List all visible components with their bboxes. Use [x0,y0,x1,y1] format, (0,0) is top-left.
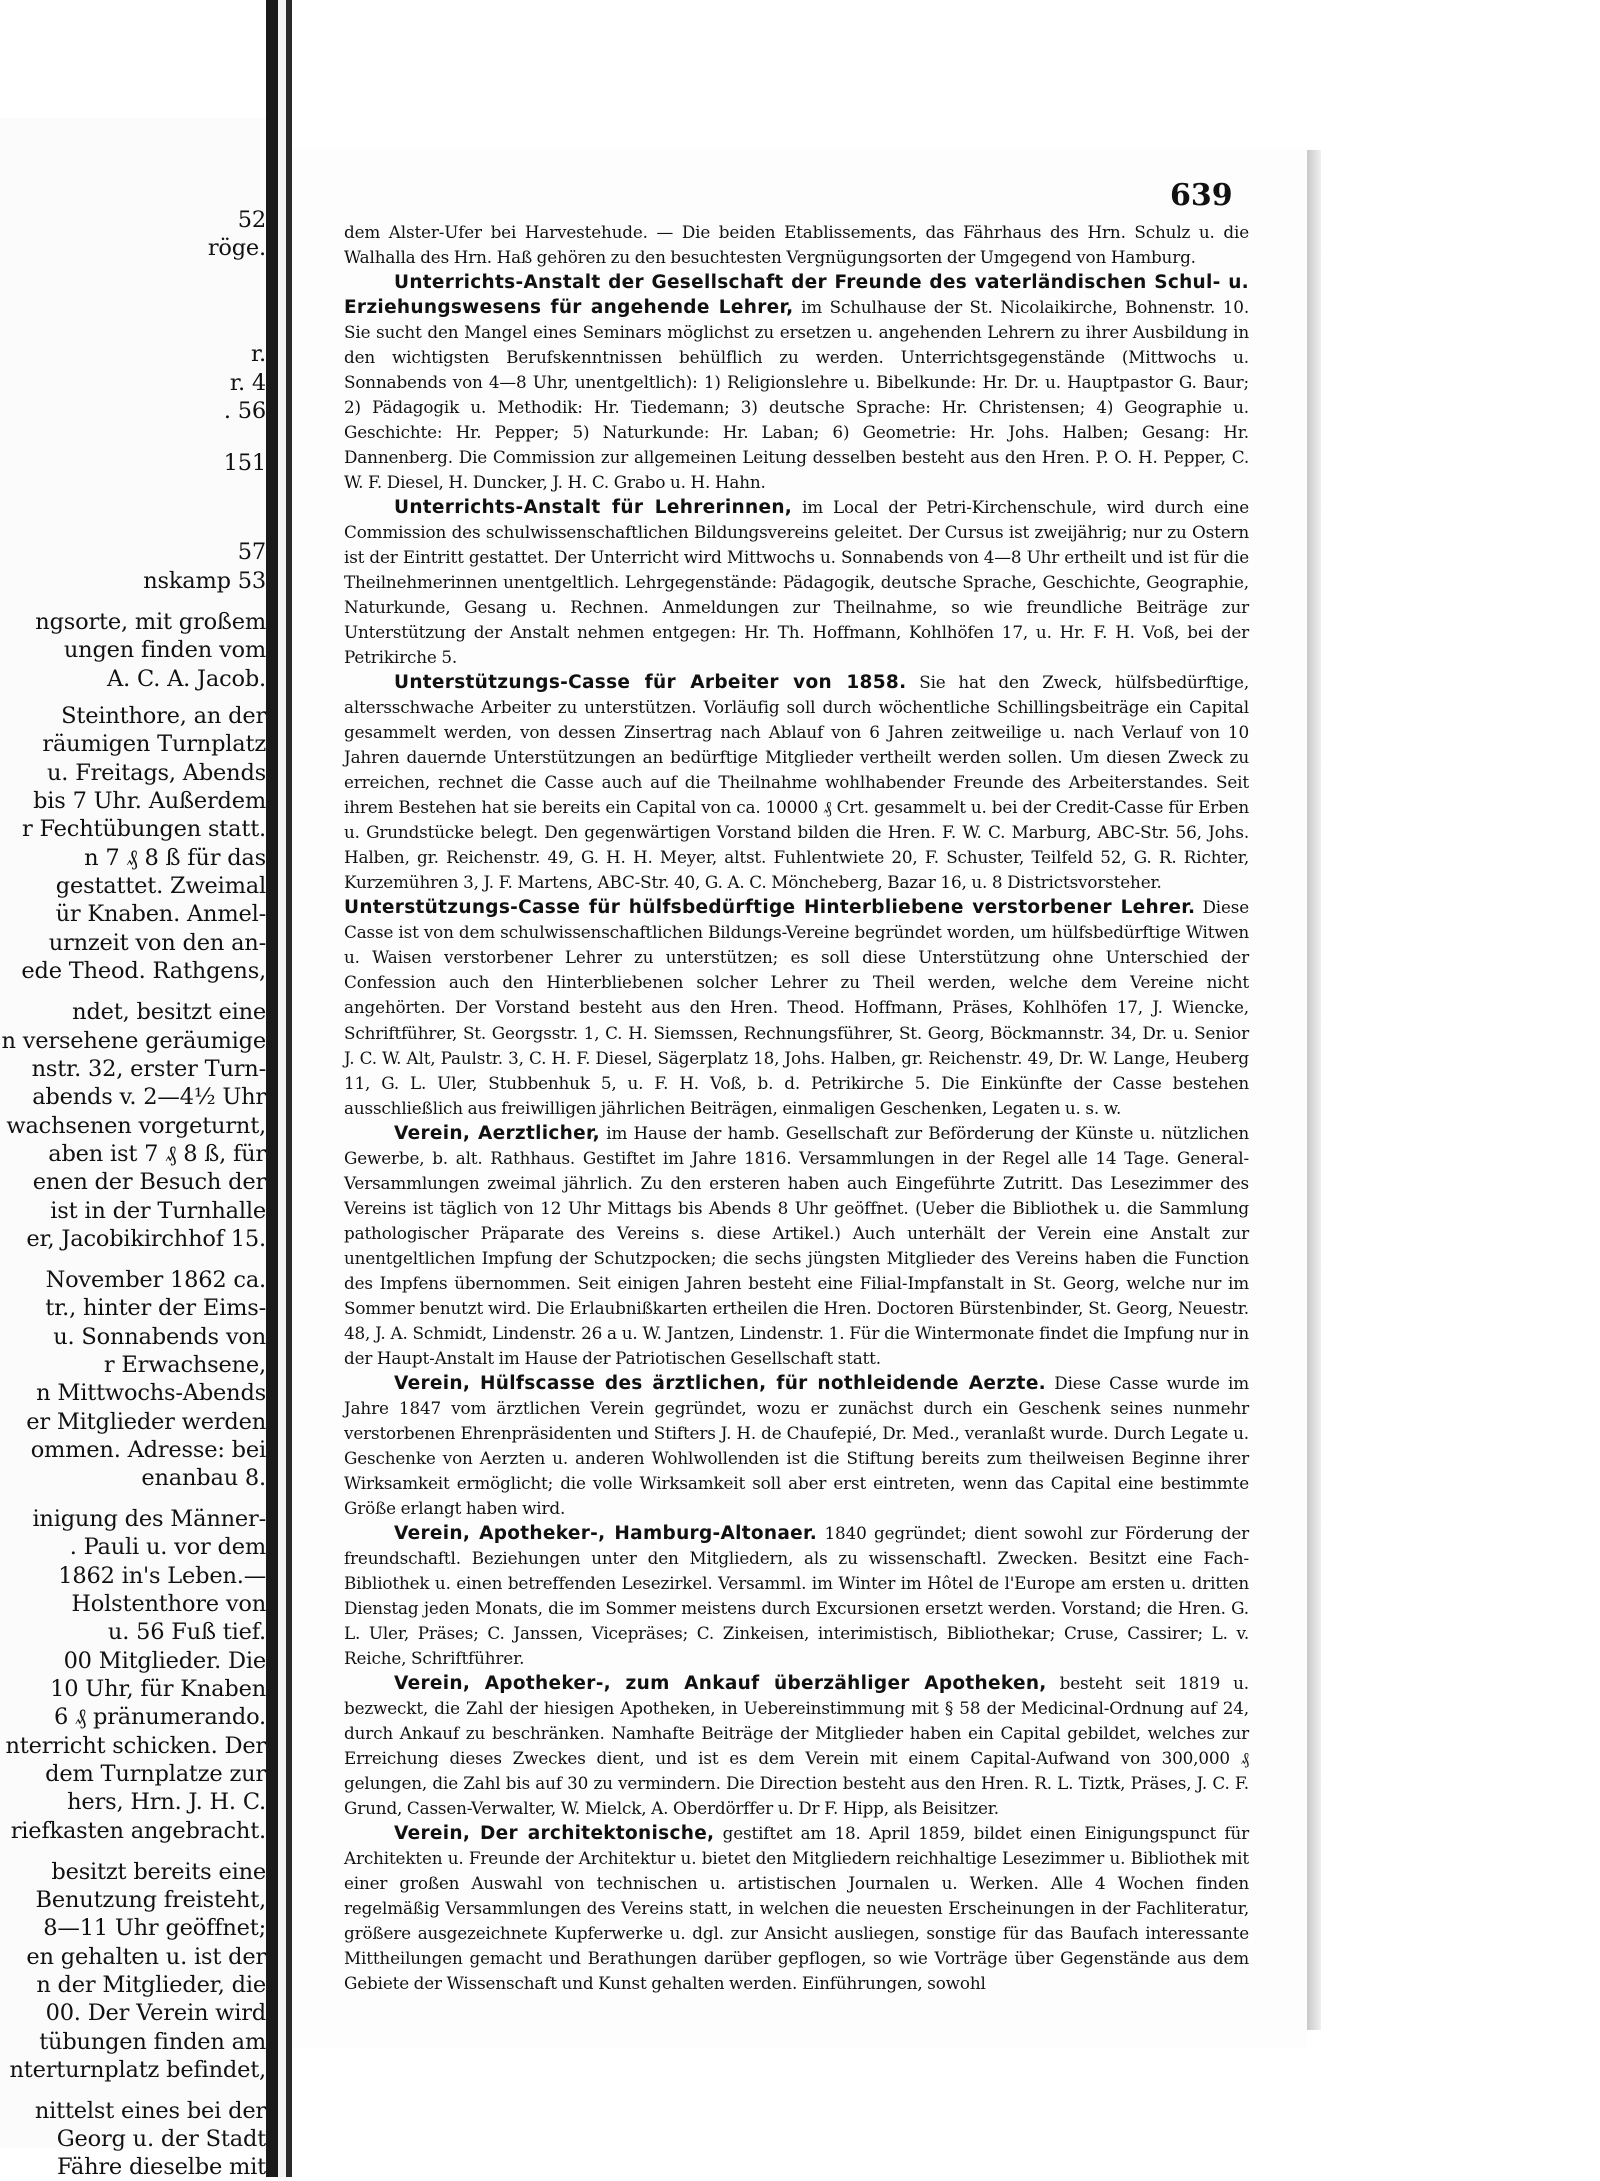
left-page-line: November 1862 ca. [45,1267,266,1293]
left-page-line: tübungen finden am [39,2029,266,2055]
left-page-line: aben ist 7 ₰ 8 ß, für [48,1141,266,1167]
entry-heading: Verein, Aerztlicher, [394,1122,600,1144]
entry-heading: Unterstützungs-Casse für hülfsbedürftige Hinterbliebene verstorbener Lehrer. [344,897,1196,919]
left-page-line: inigung des Männer- [32,1506,266,1532]
directory-entry [344,1821,1249,1996]
left-page-line: gestattet. Zweimal [55,873,266,899]
entry-body: dem Alster-Ufer bei Harvestehude. — Die beiden Etablissements, das Fährhaus des Hrn. Schulz u. die Walhalla des Hrn. Haß gehören zu den besuchtesten Vergnügungsorten der Umgegend von Hamburg. [344,222,1249,268]
left-page-line: A. C. A. Jacob. [107,666,266,692]
left-page-line: ür Knaben. Anmel- [55,901,266,927]
entry-heading: Verein, Hülfscasse des ärztlichen, für nothleidende Aerzte. [394,1372,1046,1394]
left-page-line: r Erwachsene, [103,1352,266,1378]
entry-body: Diese Casse wurde im Jahre 1847 vom ärztlichen Verein gegründet, wozu er zunächst durch ein Geschenk seines nunmehr verstorbenen Ehrenpräsidenten und Stifters J. H. de Chaufepié, Dr. Med., veranlaßt wurde. Durch Legate u. Geschenke von Aerzten u. anderen Wohlwollenden ist die Stiftung bereits zum theilweisen Beginne ihrer Wirksamkeit ermöglicht; die volle Wirksamkeit soll aber erst eintreten, wenn das Capital eine bestimmte Größe erlangt haben wird. [344,1372,1249,1518]
left-page-line: n 7 ₰ 8 ß für das [84,845,266,871]
left-page-line: 8—11 Uhr geöffnet; [43,1915,266,1941]
left-page-line: n Mittwochs-Abends [36,1380,266,1406]
book-gutter-shadow [266,0,278,2177]
left-page-line: nskamp 53 [143,568,266,594]
directory-entry [344,270,1249,495]
main-text-column [344,220,1249,1996]
directory-entry [344,495,1249,670]
left-page-line: Holstenthore von [71,1591,266,1617]
left-page-line: enen der Besuch der [32,1169,266,1195]
left-page-line: 10 Uhr, für Knaben [50,1676,266,1702]
left-page-fragment [0,118,266,2180]
left-page-line: r Fechtübungen statt. [21,816,266,842]
left-page-line: abends v. 2—4½ Uhr [32,1084,266,1110]
entry-heading: Unterrichts-Anstalt für Lehrerinnen, [394,497,793,519]
left-page-line: Georg u. der Stadt [56,2126,266,2152]
left-page-line: er, Jacobikirchhof 15. [26,1226,266,1252]
page-number: 639 [1170,178,1233,213]
entry-body: im Local der Petri-Kirchenschule, wird durch eine Commission des schulwissenschaftlichen Bildungsvereins geleitet. Der Cursus ist zweijährig; nur zu Ostern ist der Eintritt gestattet. Der Unterricht wird Mittwochs u. Sonnabends von 4—8 Uhr ertheilt und ist für die Theilnehmerinnen unentgeltlich. Lehrgegenstände: Pädagogik, deutsche Sprache, Geschichte, Geographie, Naturkunde, Gesang u. Rechnen. Anmeldungen zur Theilnahme, so wie freundliche Beiträge zur Unterstützung der Anstalt nehmen entgegen: Hr. Th. Hoffmann, Kohlhöfen 17, u. Hr. F. H. Voß, bei der Petrikirche 5. [344,497,1250,668]
left-page-line: tr., hinter der Eims- [45,1295,266,1321]
left-page-line: . 56 [223,398,266,424]
entry-body: Diese Casse ist von dem schulwissenschaftlichen Bildungs-Vereine begründet worden, um hülfsbedürftige Witwen u. Waisen verstorbener Lehrer zu unterstützen; es soll diese Unterstützung ohne Unterschied der Confession auch den Hinterbliebenen solcher Lehrer zu Theil werden, welche dem Vereine nicht angehörten. Der Vorstand besteht aus den Hren. Theod. Hoffmann, Präses, Kohlhöfen 17, J. Wiencke, Schriftführer, St. Georgsstr. 1, C. H. Siemssen, Rechnungsführer, St. Georg, Böckmannstr. 34, Dr. u. Senior J. C. W. Alt, Paulstr. 3, C. H. F. Diesel, Sägerplatz 18, Johs. Halben, gr. Reichenstr. 49, Dr. W. Lange, Heuberg 11, G. L. Uler, Stubbenhuk 5, u. F. H. Voß, b. d. Petrikirche 5. Die Einkünfte der Casse bestehen ausschließlich aus freiwilligen jährlichen Beiträgen, einmaligen Geschenken, Legaten u. s. w. [344,897,1249,1118]
left-page-line: ndet, besitzt eine [72,999,266,1025]
left-page-line: 00 Mitglieder. Die [63,1648,266,1674]
entry-heading: Verein, Apotheker-, zum Ankauf überzähliger Apotheken, [394,1672,1047,1694]
entry-heading: Verein, Der architektonische, [394,1823,715,1844]
left-page-line: 00. Der Verein wird [45,2000,266,2026]
left-page-line: urnzeit von den an- [48,930,266,956]
left-page-line: wachsenen vorgeturnt, [6,1113,266,1139]
directory-entry [344,1671,1249,1821]
left-page-line: räumigen Turnplatz [42,731,266,757]
entry-body: Sie hat den Zweck, hülfsbedürftige, altersschwache Arbeiter zu unterstützen. Vorläufig soll durch wöchentliche Schillingsbeiträge ein Capital gesammelt werden, von dessen Zinsertrag nach Ablauf von 6 Jahren zeitweilige u. nach Verlauf von 10 Jahren dauernde Unterstützungen an bedürftige Mitglieder vertheilt werden sollen. Um diesen Zweck zu erreichen, rechnet die Casse auch auf die Theilnahme wohlhabender Freunde des Arbeiterstandes. Seit ihrem Bestehen hat sie bereits ein Capital von ca. 10000 ₰ Crt. gesammelt u. bei der Credit-Casse für Erben u. Grundstücke belegt. Den gegenwärtigen Vorstand bilden die Hren. F. W. C. Marburg, ABC-Str. 56, Johs. Halben, gr. Reichenstr. 49, G. H. H. Meyer, altst. Fuhlentwiete 20, F. Schuster, Teilfeld 52, G. R. Richter, Kurzemühren 3, J. F. Martens, ABC-Str. 40, G. A. C. Möncheberg, Bazar 16, u. 8 Districtsvorsteher. [344,672,1250,893]
entry-body: besteht seit 1819 u. bezweckt, die Zahl der hiesigen Apotheken, in Uebereinstimmung mit § 58 der Medicinal-Ordnung auf 24, durch Ankauf zu beschränken. Namhafte Beiträge der Mitglieder haben ein Capital gebildet, welches zur Erreichung dieses Zweckes dient, und ist es dem Verein mit einem Capital-Aufwand von 300,000 ₰ gelungen, die Zahl bis auf 30 zu vermindern. Die Direction besteht aus den Hren. R. L. Tiztk, Präses, J. C. F. Grund, Cassen-Verwalter, W. Mielck, A. Oberdörffer u. Dr F. Hipp, als Beisitzer. [344,1672,1249,1818]
left-page-line: r. 4 [229,370,266,396]
left-page-line: nterricht schicken. Der [5,1733,266,1759]
left-page-line: Benutzung freisteht, [35,1887,266,1913]
left-page-line: r. [250,341,266,367]
directory-entry [344,670,1249,895]
left-page-line: . Pauli u. vor dem [69,1534,266,1560]
left-page-line: nstr. 32, erster Turn- [31,1056,266,1082]
entry-heading: Unterstützungs-Casse für Arbeiter von 1858. [394,672,907,694]
entry-heading: Verein, Apotheker-, Hamburg-Altonaer. [394,1522,818,1544]
directory-entry [344,895,1249,1120]
left-page-line: 151 [223,450,266,476]
left-page-line: u. Freitags, Abends [47,760,266,786]
left-page-line: Steinthore, an der [61,703,266,729]
left-page-line: 57 [237,539,266,565]
left-page-line: 6 ₰ pränumerando. [53,1704,266,1730]
entry-body: im Hause der hamb. Gesellschaft zur Beförderung der Künste u. nützlichen Gewerbe, b. alt. Rathhaus. Gestiftet im Jahre 1816. Versammlungen in der Regel alle 14 Tage. General-Versammlungen zweimal jährlich. Zu den ersteren haben auch Eingeführte Zutritt. Das Lesezimmer des Vereins ist täglich von 12 Uhr Mittags bis Abends 8 Uhr geöffnet. (Ueber die Bibliothek u. die Sammlung pathologischer Präparate des Vereins s. diese Artikel.) Auch unterhält der Verein eine Anstalt zur unentgeltlichen Impfung der Schutzpocken; die sechs jüngsten Mitglieder des Vereins haben die Function des Impfens übernommen. Seit einigen Jahren besteht eine Filial-Impfanstalt in St. Georg, welche nur im Sommer benutzt wird. Die Erlaubnißkarten ertheilen die Hren. Doctoren Bürstenbinder, St. Georg, Neuestr. 48, J. A. Schmidt, Lindenstr. 26 a u. W. Jantzen, Lindenstr. 1. Für die Wintermonate findet die Impfung nur in der Haupt-Anstalt im Hause der Patriotischen Gesellschaft statt. [344,1122,1249,1368]
book-gutter-gap [278,0,286,2177]
left-page-line: u. 56 Fuß tief. [107,1619,266,1645]
left-page-line: ngsorte, mit großem [35,609,266,635]
left-page-line: 52 [237,207,266,233]
directory-entry [344,1121,1249,1371]
left-page-line: hers, Hrn. J. H. C. [67,1789,266,1815]
left-page-line: nittelst eines bei der [34,2098,266,2124]
left-page-line: ist in der Turnhalle [50,1198,266,1224]
left-page-line: Fähre dieselbe mit [56,2154,266,2180]
left-page-line: riefkasten angebracht. [10,1818,266,1844]
entry-body: gestiftet am 18. April 1859, bildet einen Einigungspunct für Architekten u. Freunde der Architektur u. bietet den Mitgliedern reichhaltige Lesezimmer u. Bibliothek mit einer großen Auswahl von technischen u. artistischen Journalen u. Werken. Alle 4 Wochen finden regelmäßig Versammlungen des Vereins statt, in welchen die neuesten Erscheinungen in der Fachliteratur, größere ausgezeichnete Kupferwerke u. dgl. zur Ansicht ausliegen, sonstige für das Baufach interessante Mittheilungen gemacht und Berathungen darüber gepflogen, so wie Vorträge über Gegenstände aus dem Gebiete der Wissenschaft und Kunst gehalten werden. Einführungen, sowohl [344,1823,1249,1994]
left-page-line: dem Turnplatze zur [45,1761,266,1787]
left-page-line: ommen. Adresse: bei [30,1437,266,1463]
left-page-line: ede Theod. Rathgens, [21,958,266,984]
directory-entry [344,1371,1249,1521]
entry-heading: Unterrichts-Anstalt der Gesellschaft der Freunde des vaterländischen Schul- u. Erziehungswesens für angehende Lehrer, [344,272,1249,319]
left-page-line: en gehalten u. ist der [26,1944,266,1970]
left-page-line: 1862 in's Leben.— [58,1563,266,1589]
left-page-line: besitzt bereits eine [51,1859,266,1885]
entry-body: 1840 gegründet; dient sowohl zur Förderung der freundschaftl. Beziehungen unter den Mitgliedern, als zu wissenschaftl. Zwecken. Besitzt eine Fach-Bibliothek u. einen betreffenden Lesezirkel. Versamml. im Winter im Hôtel de l'Europe am ersten u. dritten Dienstag jeden Monats, die im Sommer meistens durch Excursionen ersetzt werden. Vorstand; die Hren. G. L. Uler, Präses; C. Janssen, Vicepräses; C. Zinkeisen, interimistisch, Bibliothekar; Cruse, Cassirer; L. v. Reiche, Schriftführer. [344,1522,1249,1668]
left-page-line: nterturnplatz befindet, [9,2057,266,2083]
entry-body: im Schulhause der St. Nicolaikirche, Bohnenstr. 10. Sie sucht den Mangel eines Seminars möglichst zu ersetzen u. angehenden Lehrern zu ihrer Ausbildung in den wichtigsten Berufskenntnissen behülflich zu werden. Unterrichtsgegenstände (Mittwochs u. Sonnabends von 4—8 Uhr, unentgeltlich): 1) Religionslehre u. Bibelkunde: Hr. Dr. u. Hauptpastor G. Baur; 2) Pädagogik u. Methodik: Hr. Tiedemann; 3) deutsche Sprache: Hr. Christensen; 4) Geographie u. Geschichte: Hr. Pepper; 5) Naturkunde: Hr. Laban; 6) Geometrie: Hr. Johs. Halben; Gesang: Hr. Dannenberg. Die Commission zur allgemeinen Leitung desselben besteht aus den Hren. P. O. H. Pepper, C. W. F. Diesel, H. Duncker, J. H. C. Grabo u. H. Hahn. [344,297,1250,493]
left-page-line: ungen finden vom [63,637,266,663]
directory-entry [344,220,1249,270]
left-page-line: n der Mitglieder, die [36,1972,266,1998]
directory-entry [344,1521,1249,1671]
left-page-line: enanbau 8. [141,1465,266,1491]
left-page-line: er Mitglieder werden [26,1409,266,1435]
left-page-line: n versehene geräumige [1,1028,266,1054]
left-page-line: bis 7 Uhr. Außerdem [33,788,266,814]
page-edge-shadow [1307,150,1321,2030]
left-page-line: u. Sonnabends von [53,1324,266,1350]
left-page-line: röge. [207,235,266,261]
